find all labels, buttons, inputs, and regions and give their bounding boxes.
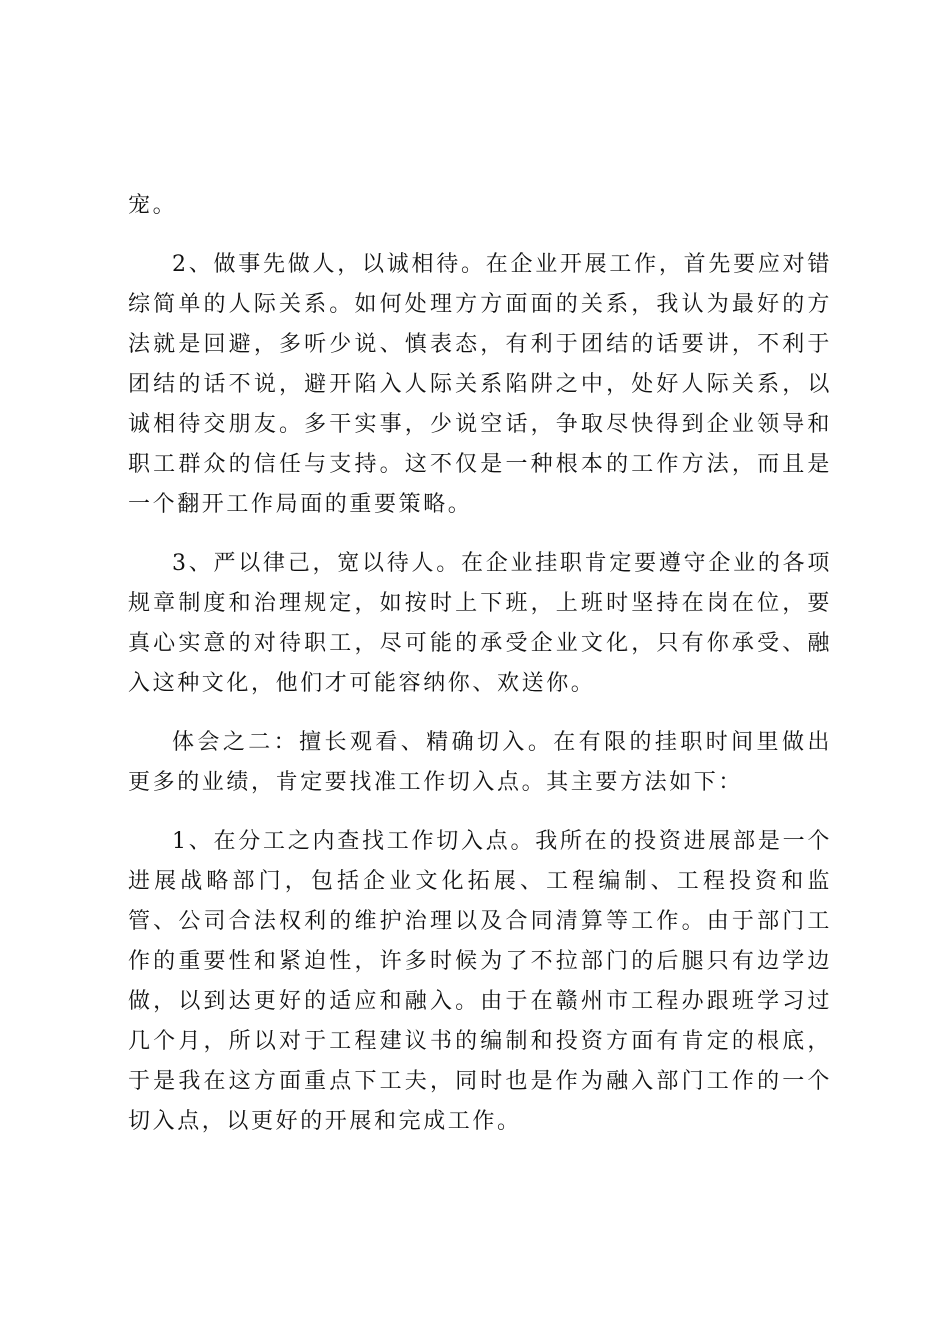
paragraph-method-1: 1、在分工之内查找工作切入点。我所在的投资进展部是一个进展战略部门，包括企业文化拓展、工程编制、工程投资和监管、公司合法权利的维护治理以及合同清算等工作。由于部门工作的重要性和紧迫性，许多时候为了不拉部门的后腿只有边学边做，以到达更好的适应和融入。由于在赣州市工程办跟班学习过几个月，所以对于工程建议书的编制和投资方面有肯定的根底，于是我在这方面重点下工夫，同时也是作为融入部门工作的一个切入点，以更好的开展和完成工作。 <box>128 829 832 1134</box>
paragraph-continuation: 宠。 <box>128 193 178 218</box>
document-body <box>128 186 832 1161</box>
paragraph-item-3: 3、严以律己，宽以待人。在企业挂职肯定要遵守企业的各项规章制度和治理规定，如按时上下班，上班时坚持在岗在位，要真心实意的对待职工，尽可能的承受企业文化，只有你承受、融入这种文化，他们才可能容纳你、欢送你。 <box>128 551 832 696</box>
paragraph-item-2: 2、做事先做人，以诚相待。在企业开展工作，首先要应对错综简单的人际关系。如何处理方方面面的关系，我认为最好的方法就是回避，多听少说、慎表态，有利于团结的话要讲，不利于团结的话不说，避开陷入人际关系陷阱之中，处好人际关系，以诚相待交朋友。多干实事，少说空话，争取尽快得到企业领导和职工群众的信任与支持。这不仅是一种根本的工作方法，而且是一个翻开工作局面的重要策略。 <box>128 252 832 517</box>
paragraph-insight-2: 体会之二：擅长观看、精确切入。在有限的挂职时间里做出更多的业绩，肯定要找准工作切入点。其主要方法如下： <box>128 730 832 795</box>
